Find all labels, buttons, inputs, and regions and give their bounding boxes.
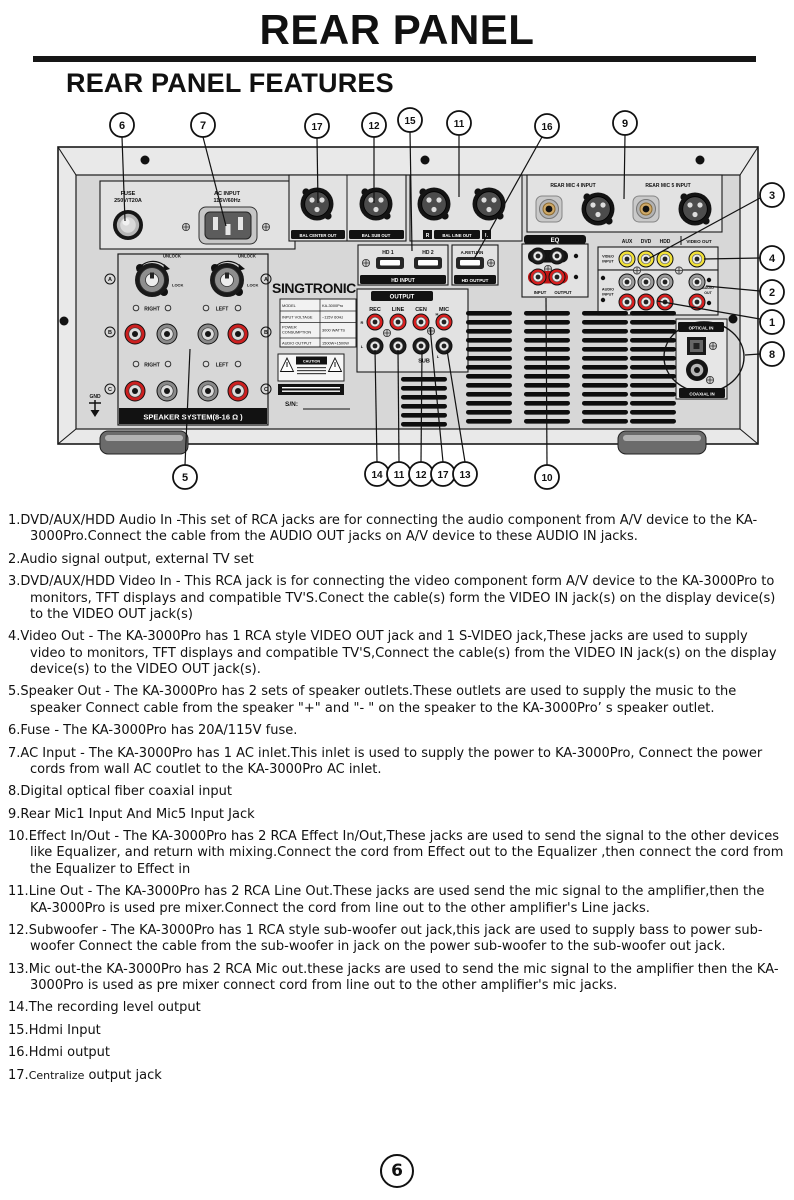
callout-16 (535, 114, 559, 138)
item-number: 8. (8, 784, 21, 800)
svg-text:UNLOCK: UNLOCK (238, 253, 256, 259)
item-number: 2. (8, 551, 21, 567)
svg-text:6: 6 (118, 120, 126, 132)
screw-icon (633, 267, 640, 274)
hdmi-section (358, 245, 498, 285)
svg-text:L: L (436, 354, 440, 359)
screw-icon (262, 223, 269, 230)
callout-12 (362, 113, 386, 137)
xlr-bal-line-out-r (418, 188, 451, 221)
mic5-quarter-jack (633, 196, 659, 222)
callout-3 (760, 183, 784, 207)
svg-text:LINE: LINE (391, 307, 405, 313)
svg-text:BAL CENTER OUT: BAL CENTER OUT (299, 232, 337, 238)
svg-text:HD 1: HD 1 (382, 250, 394, 256)
feature-item-13: 13.Mic out-the KA-3000Pro has 2 RCA Mic out.these jacks are used to send the mic signal to the amplifier then the KA-3000Pro is used as pre mixer connect cord from line out to the other amplifier's mic jacks. (8, 961, 779, 993)
mic-l-jack (436, 338, 452, 354)
svg-text:AUX: AUX (621, 239, 633, 245)
video-out-jack (689, 251, 705, 267)
callout-6 (110, 113, 134, 137)
screw-icon (362, 259, 369, 266)
svg-text:DVD: DVD (640, 239, 652, 245)
eq-input-jack-bottom (530, 269, 546, 285)
svg-text:L: L (484, 233, 489, 239)
post-c-left-plus (228, 381, 248, 401)
svg-text:OUTPUT: OUTPUT (554, 290, 572, 295)
feature-item-15: 15.Hdmi Input (8, 1022, 101, 1038)
screw (729, 315, 738, 324)
svg-text:17: 17 (311, 122, 323, 133)
feature-item-2: 2.Audio signal output, external TV set (8, 551, 254, 567)
svg-text:C: C (264, 387, 268, 394)
feature-item-4: 4.Video Out - The KA-3000Pro has 1 RCA style VIDEO OUT jack and 1 S-VIDEO jack,These jacks are used to supply video to monitors, TFT displays and compatible TV'S,Connect the cable(s) from the VIDEO IN jack(s) on the display device(s) to the VIDEO OUT jack(s). (8, 629, 777, 677)
item-number: 13. (8, 961, 29, 977)
svg-text:115V/60Hz: 115V/60Hz (213, 198, 241, 204)
item-number: 12. (8, 922, 29, 938)
svg-text:OPTICAL IN: OPTICAL IN (688, 325, 714, 331)
post-c-right-minus (157, 381, 177, 401)
screw (421, 156, 430, 165)
feature-item-7: 7.AC Input - The KA-3000Pro has 1 AC inlet.This inlet is used to supply the power to KA-3000Pro, Connect the power cords from wall AC coutlet to the KA-3000Pro AC inlet. (8, 745, 763, 777)
svg-text:R: R (360, 320, 364, 325)
title-rule (33, 56, 756, 62)
page-number (0, 1154, 794, 1188)
label-section (272, 280, 356, 409)
output-section (357, 289, 468, 372)
feature-item-3: 3.DVD/AUX/HDD Video In - This RCA jack is for connecting the video component form A/V device to the KA-3000Pro to monitors, TFT displays and compatible TV'S.Conect the cable(s) form the VIDEO IN jack(s) on the display device(s) to the VIDEO OUT jack(s) (8, 574, 776, 622)
svg-text:LEFT: LEFT (215, 362, 229, 369)
svg-text:AUDIO: AUDIO (601, 287, 615, 292)
svg-text:HD 2: HD 2 (422, 250, 434, 256)
item-number: 10. (8, 829, 29, 844)
svg-text:INPUT VOLTAGE: INPUT VOLTAGE (282, 314, 313, 320)
svg-text:LEFT: LEFT (215, 306, 229, 313)
svg-text:CEN: CEN (415, 307, 427, 313)
screw-icon (487, 259, 494, 266)
svg-text:C: C (108, 387, 112, 394)
svg-text:FUSE: FUSE (120, 191, 136, 197)
callout-17 (305, 114, 329, 138)
svg-text:HD INPUT: HD INPUT (391, 277, 415, 284)
feature-item-17: 17.Centralize output jack (8, 1067, 162, 1083)
svg-text:SUB: SUB (418, 358, 430, 365)
svg-text:MODEL: MODEL (282, 303, 296, 308)
svg-text:VIDEO OUT: VIDEO OUT (686, 239, 712, 244)
svg-text:REAR MIC 5 INPUT: REAR MIC 5 INPUT (645, 183, 691, 189)
item-number: 9. (8, 806, 21, 822)
rec-r-jack (367, 314, 383, 330)
dvd-video-in-jack (638, 251, 654, 267)
svg-text:RIGHT: RIGHT (144, 306, 160, 313)
balanced-out-section (289, 175, 522, 241)
svg-text:7: 7 (199, 120, 207, 132)
svg-text:3: 3 (768, 190, 776, 202)
svg-text:8: 8 (768, 349, 776, 361)
sub-jack (413, 338, 429, 354)
svg-text:17: 17 (437, 470, 449, 481)
item-number: 17. (8, 1067, 29, 1083)
svg-text:250V/T20A: 250V/T20A (114, 198, 142, 204)
feature-item-9: 9.Rear Mic1 Input And Mic5 Input Jack (8, 806, 255, 822)
callout-5 (173, 465, 197, 489)
item-number: 14. (8, 1000, 29, 1016)
svg-text:B: B (264, 330, 268, 337)
svg-text:HD OUTPUT: HD OUTPUT (461, 277, 489, 283)
svg-text:POWER: POWER (282, 324, 297, 330)
optical-port (687, 337, 706, 355)
callout-4 (760, 246, 784, 270)
svg-text:11: 11 (393, 470, 405, 481)
post-b-left-plus (228, 324, 248, 344)
feature-item-12: 12.Subwoofer - The KA-3000Pro has 1 RCA style sub-woofer out jack,this jack are used to supply bass to power sub-woofer Connect the cable from the sub-woofer in jack on the power sub-woofer to the sub-woofer out jack. (8, 922, 763, 955)
feature-item-1: 1.DVD/AUX/HDD Audio In -This set of RCA jacks are for connecting the audio component from A/V device to the KA-3000Pro.Connect the cable from the AUDIO OUT jacks on A/V device to these AUDIO IN jacks. (8, 513, 758, 545)
svg-text:BAL LINE OUT: BAL LINE OUT (442, 232, 472, 238)
av-matrix-section (598, 236, 718, 315)
post-b-right-minus (157, 324, 177, 344)
svg-text:A.RETURN: A.RETURN (460, 250, 484, 255)
svg-text:GND: GND (89, 394, 101, 400)
aux-video-in-jack (619, 251, 635, 267)
svg-text:HDD: HDD (659, 239, 671, 245)
svg-text:UNLOCK: UNLOCK (163, 253, 181, 259)
svg-text:12: 12 (415, 470, 427, 481)
svg-text:A: A (264, 277, 268, 284)
svg-text:INPUT: INPUT (602, 292, 614, 297)
svg-text:AC INPUT: AC INPUT (214, 191, 240, 197)
screw (60, 317, 69, 326)
page-title: REAR PANEL (259, 6, 535, 53)
feature-item-5: 5.Speaker Out - The KA-3000Pro has 2 sets of speaker outlets.These outlets are used to supply the music to the speaker Connect cable from the speaker "+" and "- " on the speaker to the KA-3000Pro’ s speaker outlet. (8, 684, 737, 716)
svg-text:5: 5 (181, 472, 189, 484)
item-number: 15. (8, 1022, 29, 1038)
svg-text:14: 14 (371, 470, 383, 481)
svg-text:2: 2 (768, 287, 776, 299)
svg-text:RIGHT: RIGHT (144, 362, 160, 369)
fuse-ac-section (100, 181, 295, 249)
feature-list (0, 501, 794, 1084)
svg-text:LOCK: LOCK (247, 282, 259, 288)
callout-17b (431, 462, 455, 486)
post-c-left-minus (198, 381, 218, 401)
svg-text:16: 16 (541, 122, 553, 133)
eq-output-jack-top (549, 248, 565, 264)
eq-output-jack (549, 269, 565, 285)
svg-text:CONSUMPTION: CONSUMPTION (282, 329, 312, 335)
item-number: 1. (8, 513, 21, 528)
svg-text:10: 10 (541, 473, 553, 484)
feature-item-10: 10.Effect In/Out - The KA-3000Pro has 2 RCA Effect In/Out,These jacks are used to send the signal to the other devices like Equalizer, and return with mixing.Connect the cord from Effect out to the Equalizer ,then connect the cord from the Equalizer to Effect in (8, 829, 784, 877)
callout-12b (409, 462, 433, 486)
xlr-bal-line-out-l (473, 188, 506, 221)
hdmi-port-1 (376, 257, 404, 269)
page-number-circle: 6 (380, 1154, 414, 1188)
screw-icon (182, 223, 189, 230)
ac-inlet (199, 207, 257, 244)
svg-text:1500W+1500W: 1500W+1500W (322, 340, 349, 346)
post-b-left-minus (198, 324, 218, 344)
post-c-right-plus (125, 381, 145, 401)
callout-8 (760, 342, 784, 366)
eq-input-jack (530, 248, 546, 264)
svg-text:REAR MIC 4 INPUT: REAR MIC 4 INPUT (550, 183, 596, 189)
screw-icon (709, 342, 716, 349)
callout-2 (760, 280, 784, 304)
svg-text:12: 12 (368, 121, 380, 132)
hdmi-port-2 (414, 257, 442, 269)
svg-text:AUDIO: AUDIO (702, 286, 714, 290)
item-number: 7. (8, 745, 21, 761)
svg-text:3000 WATTS: 3000 WATTS (322, 327, 345, 333)
screw (141, 156, 150, 165)
svg-text:REC: REC (369, 307, 381, 313)
post-b-right-plus (125, 324, 145, 344)
serial-label: S/N: (285, 401, 298, 408)
callout-7 (191, 113, 215, 137)
item-number: 6. (8, 723, 21, 739)
screw-icon (383, 329, 390, 336)
caution-label (278, 354, 344, 395)
callout-13 (453, 462, 477, 486)
callout-11b (387, 462, 411, 486)
svg-text:1: 1 (768, 317, 776, 329)
aux-audio-in-l-jack (619, 274, 635, 290)
hdmi-port-return (456, 257, 484, 269)
svg-text:13: 13 (459, 470, 471, 481)
screw-icon (675, 267, 682, 274)
brand-logo: SINGTRONIC (272, 280, 356, 296)
xlr-bal-sub-out (360, 188, 393, 221)
svg-text:15: 15 (404, 116, 416, 127)
eq-section (522, 235, 588, 297)
mic5-xlr (679, 193, 712, 226)
svg-text:BAL SUB OUT: BAL SUB OUT (361, 232, 391, 238)
dvd-audio-in-l-jack (638, 274, 654, 290)
screw (696, 156, 705, 165)
feature-item-16: 16.Hdmi output (8, 1045, 111, 1061)
callout-10 (535, 465, 559, 489)
aux-audio-in-r-jack (619, 294, 635, 310)
feature-item-8: 8.Digital optical fiber coaxial input (8, 784, 232, 800)
svg-text:R: R (425, 233, 430, 239)
svg-text:AUDIO OUTPUT: AUDIO OUTPUT (282, 340, 312, 346)
speakon-left (210, 263, 244, 297)
svg-text:LOCK: LOCK (172, 282, 184, 288)
line-r-jack (390, 314, 406, 330)
svg-text:VIDEO: VIDEO (602, 254, 614, 259)
svg-text:H: H (435, 311, 439, 317)
svg-text:EQ: EQ (550, 238, 560, 244)
speakon-right (135, 263, 169, 297)
mic4-xlr (582, 193, 615, 226)
callout-9 (613, 111, 637, 135)
svg-text:INPUT: INPUT (602, 259, 614, 264)
callout-14 (365, 462, 389, 486)
svg-text:COAXIAL IN: COAXIAL IN (689, 391, 715, 397)
feature-item-14: 14.The recording level output (8, 1000, 201, 1016)
spec-table (280, 299, 356, 347)
feature-item-11: 11.Line Out - The KA-3000Pro has 2 RCA Line Out.These jacks are used send the mic signal to the amplifier,then the KA-3000Pro is used pre mixer.Connect the cord from line out to the other amplifier's Line jacks. (8, 884, 765, 916)
svg-text:KA-3000Pro: KA-3000Pro (322, 303, 344, 308)
item-number: 16. (8, 1045, 29, 1061)
item-number: 4. (8, 629, 21, 645)
screw-icon (706, 376, 713, 383)
callout-15 (398, 108, 422, 132)
svg-text:9: 9 (621, 118, 629, 130)
cen-jack (413, 314, 429, 330)
svg-text:CAUTION: CAUTION (302, 359, 321, 364)
svg-text:A: A (108, 277, 112, 284)
svg-text:OUTPUT: OUTPUT (389, 294, 415, 301)
item-number: 3. (8, 574, 21, 590)
callout-11 (447, 111, 471, 135)
item-number: 5. (8, 684, 21, 700)
svg-text:~115V 60Hz: ~115V 60Hz (322, 314, 344, 320)
svg-text:INPUT: INPUT (533, 290, 547, 295)
svg-text:MIC: MIC (438, 307, 450, 313)
svg-text:11: 11 (453, 119, 465, 130)
svg-text:SPEAKER SYSTEM(8-16 Ω ): SPEAKER SYSTEM(8-16 Ω ) (143, 412, 243, 422)
svg-text:4: 4 (768, 253, 776, 265)
feature-item-6: 6.Fuse - The KA-3000Pro has 20A/115V fuse. (8, 723, 298, 739)
item-number: 11. (8, 884, 29, 900)
svg-text:B: B (108, 330, 112, 337)
section-title: REAR PANEL FEATURES (66, 68, 394, 98)
hdd-audio-in-l-jack (657, 274, 673, 290)
callout-1 (760, 310, 784, 334)
mic4-quarter-jack (536, 196, 562, 222)
svg-text:OUT: OUT (704, 291, 712, 295)
svg-text:L: L (360, 344, 364, 349)
rear-panel-diagram (0, 99, 794, 501)
coaxial-jack (686, 359, 708, 381)
dvd-audio-in-r-jack (638, 294, 654, 310)
xlr-bal-center-out (301, 188, 334, 221)
fuse-holder (113, 210, 143, 240)
